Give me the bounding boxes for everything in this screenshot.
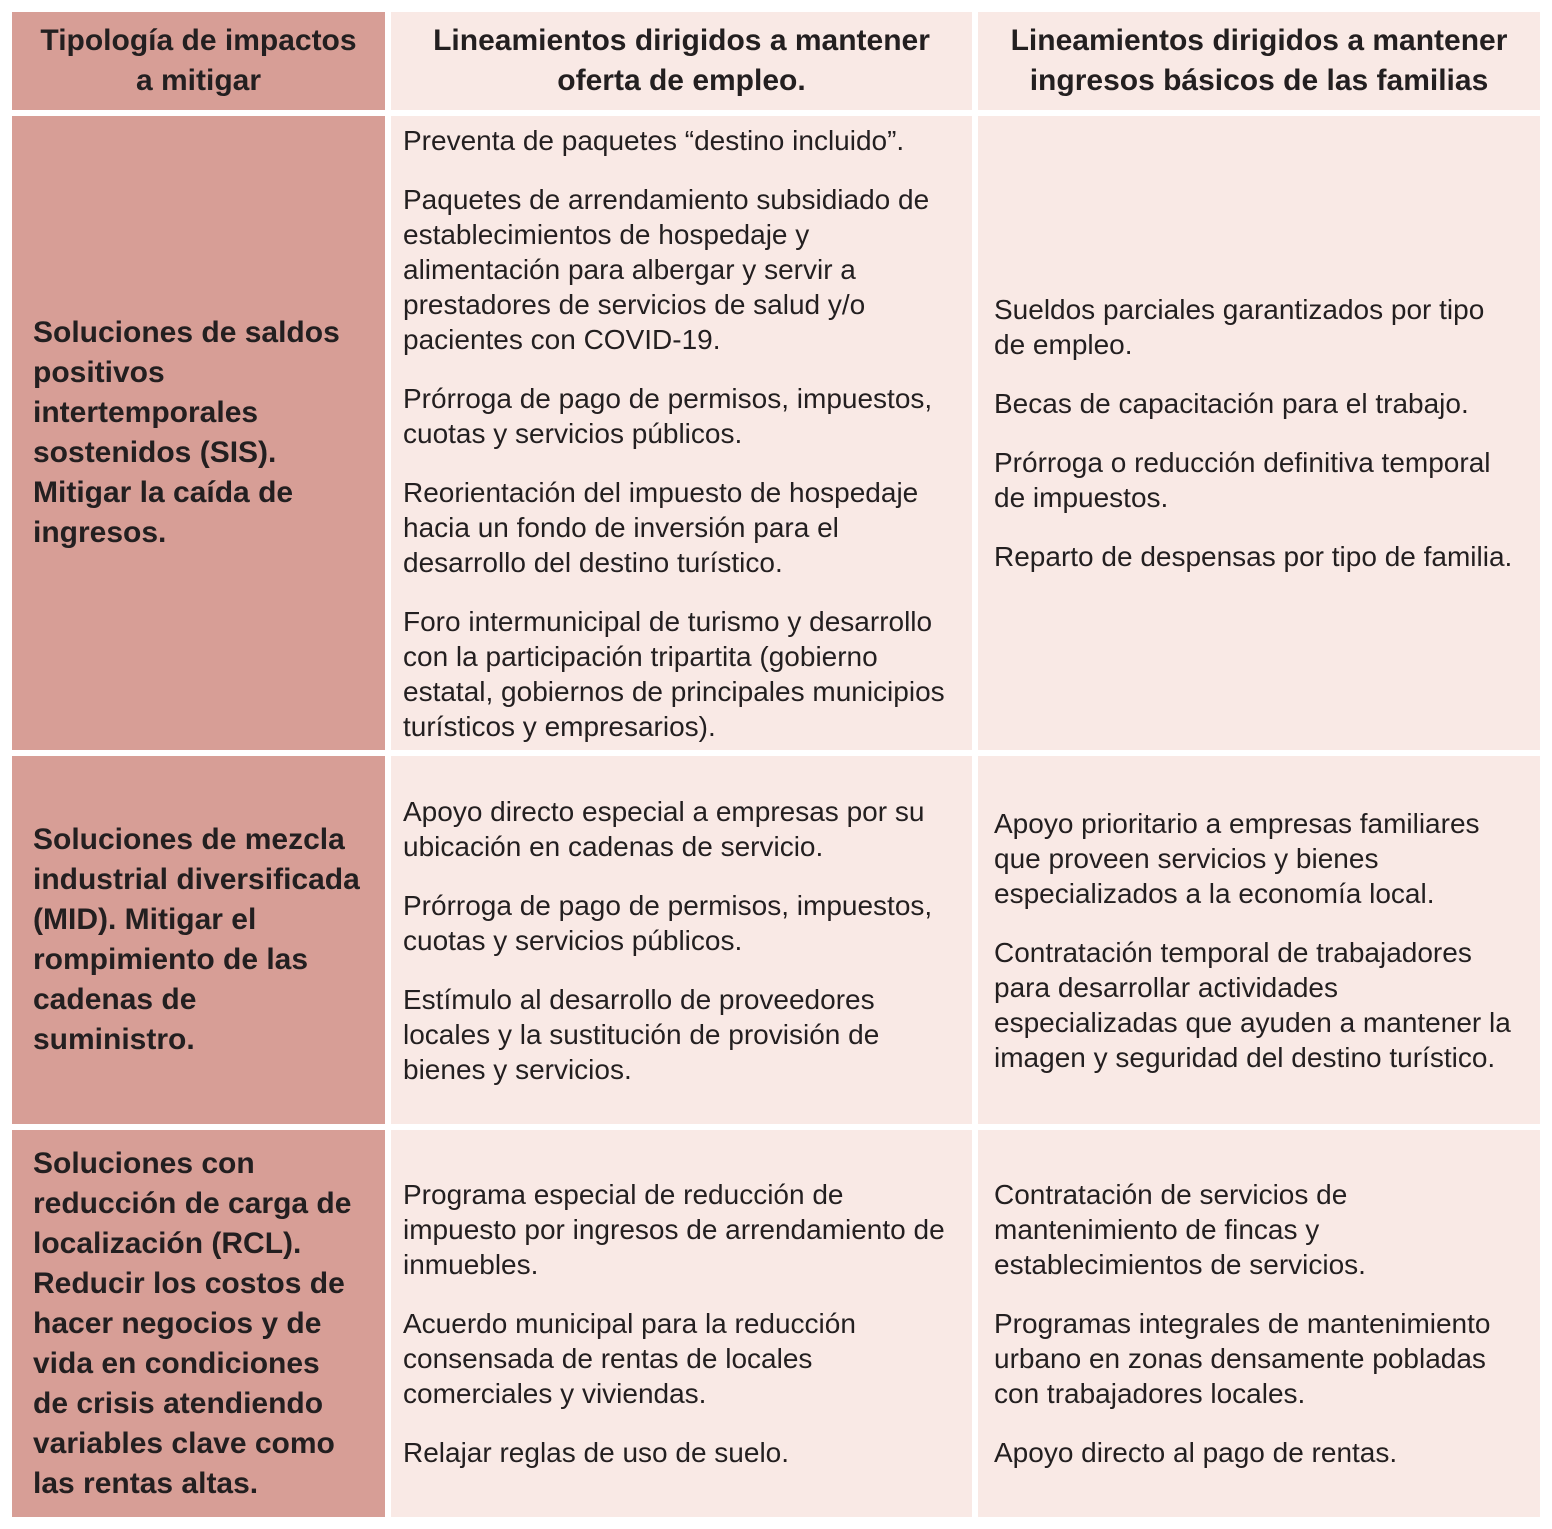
employment-guidelines-mid — [391, 756, 972, 1124]
cell-paragraph: Paquetes de arrendamiento subsidiado de establecimientos de hospedaje y alimentación para albergar y servir a prestadores de servicios de salud y/o pacientes con COVID-19. — [403, 183, 930, 355]
cell-paragraph: Reorientación del impuesto de hospedaje hacia un fondo de inversión para el desarrollo del destino turístico. — [403, 476, 919, 578]
employment-guidelines-sis — [391, 116, 972, 750]
cell-paragraph: Foro intermunicipal de turismo y desarrollo con la participación tripartita (gobierno estatal, gobiernos de principales municipios turísticos y empresarios). — [403, 605, 945, 742]
cell-paragraph: Contratación temporal de trabajadores para desarrollar actividades especializadas que ayuden a mantener la imagen y seguridad del destino turístico. — [994, 936, 1511, 1073]
cell-paragraph: Prórroga de pago de permisos, impuestos, cuotas y servicios públicos. — [403, 889, 933, 956]
family-income-guidelines-mid — [978, 756, 1540, 1124]
cell-paragraph: Apoyo directo especial a empresas por su ubicación en cadenas de servicio. — [403, 795, 925, 862]
header-family-income-guidelines: Lineamientos dirigidos a mantener ingresos básicos de las familias — [978, 12, 1540, 110]
header-employment-guidelines: Lineamientos dirigidos a mantener oferta de empleo. — [391, 12, 972, 110]
impact-type-sis: Soluciones de saldos positivos intertemporales sostenidos (SIS). Mitigar la caída de ingresos. — [12, 116, 385, 750]
family-income-guidelines-sis — [978, 116, 1540, 750]
cell-paragraph: Acuerdo municipal para la reducción consensada de rentas de locales comerciales y viviendas. — [403, 1308, 856, 1409]
cell-paragraph: Programa especial de reducción de impuesto por ingresos de arrendamiento de inmuebles. — [403, 1179, 945, 1280]
cell-paragraph: Apoyo directo al pago de rentas. — [994, 1437, 1398, 1468]
cell-paragraph: Becas de capacitación para el trabajo. — [994, 388, 1469, 419]
impact-type-mid: Soluciones de mezcla industrial diversificada (MID). Mitigar el rompimiento de las cadenas de suministro. — [12, 756, 385, 1124]
impact-type-rcl: Soluciones con reducción de carga de localización (RCL). Reducir los costos de hacer negocios y de vida en condiciones de crisis atendiendo variables clave como las rentas altas. — [12, 1130, 385, 1517]
employment-guidelines-rcl — [391, 1130, 972, 1517]
cell-paragraph: Apoyo prioritario a empresas familiares que proveen servicios y bienes especializados a la economía local. — [994, 807, 1480, 909]
header-impact-typology: Tipología de impactos a mitigar — [12, 12, 385, 110]
cell-paragraph: Reparto de despensas por tipo de familia. — [994, 541, 1513, 572]
impact-mitigation-table — [12, 12, 1540, 1517]
cell-paragraph: Programas integrales de mantenimiento urbano en zonas densamente pobladas con trabajadores locales. — [994, 1308, 1491, 1409]
family-income-guidelines-rcl — [978, 1130, 1540, 1517]
cell-paragraph: Relajar reglas de uso de suelo. — [403, 1437, 790, 1468]
cell-paragraph: Sueldos parciales garantizados por tipo de empleo. — [994, 294, 1485, 360]
cell-paragraph: Contratación de servicios de mantenimiento de fincas y establecimientos de servicios. — [994, 1179, 1366, 1280]
cell-paragraph: Estímulo al desarrollo de proveedores locales y la sustitución de provisión de bienes y servicios. — [403, 983, 880, 1085]
cell-paragraph: Prórroga o reducción definitiva temporal de impuestos. — [994, 447, 1491, 513]
cell-paragraph: Preventa de paquetes “destino incluido”. — [403, 124, 905, 156]
cell-paragraph: Prórroga de pago de permisos, impuestos, cuotas y servicios públicos. — [403, 382, 933, 449]
